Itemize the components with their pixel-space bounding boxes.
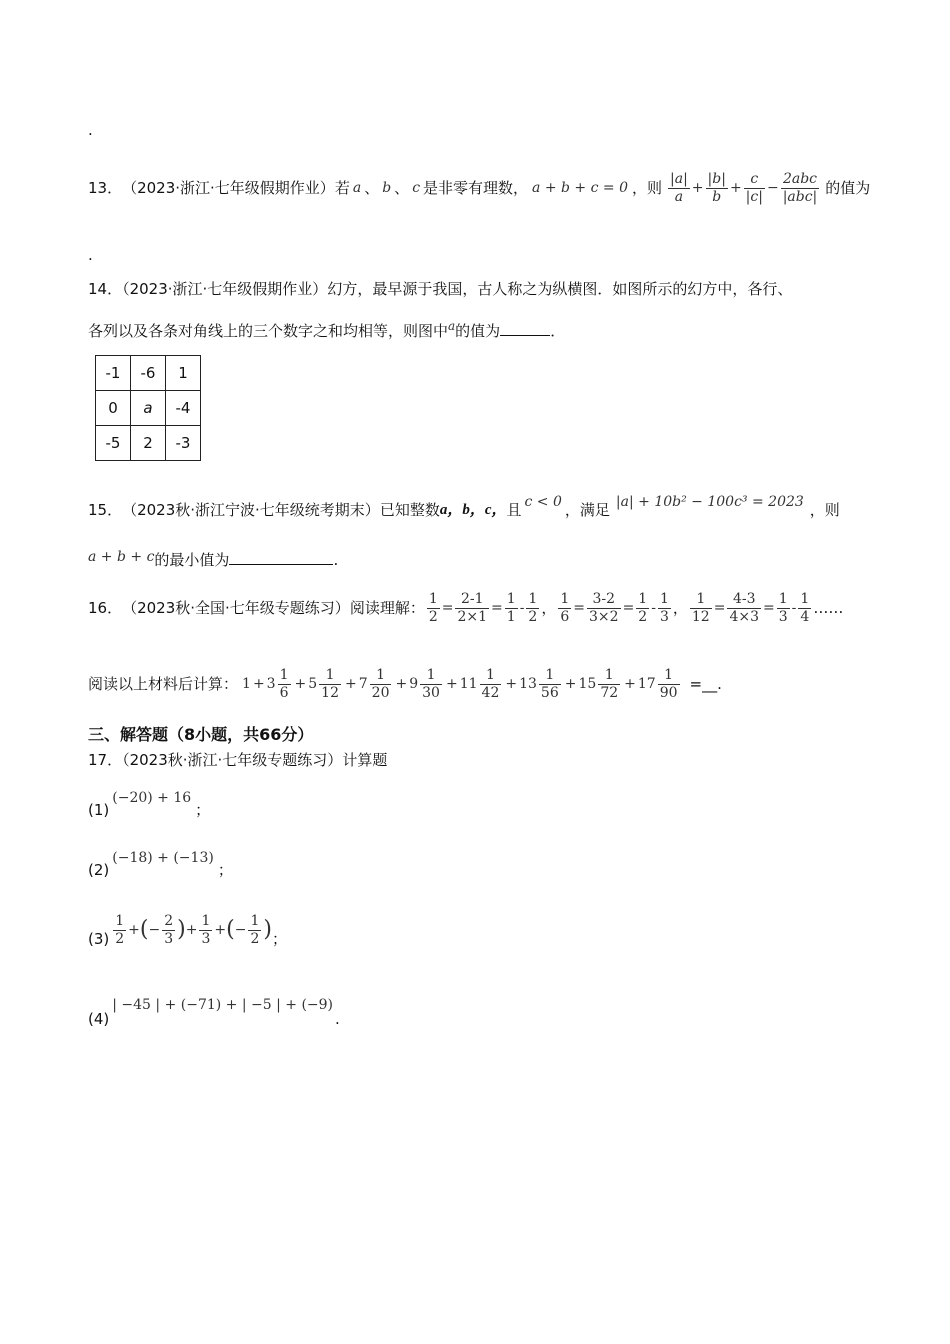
example-2: $\frac{1}{6}$ = $\frac{3-2}{3\times 2}$ = $\frac{1}{2}$ - $\frac{1}{3}$: [560, 590, 669, 625]
item-end: ；: [195, 801, 211, 819]
left-paren-icon: (: [139, 917, 149, 942]
fraction: [319, 667, 341, 702]
question-16-line-2: [88, 660, 722, 708]
whole-part: 13: [519, 676, 537, 692]
numerator: 1: [115, 912, 125, 929]
mixed-number: [308, 667, 343, 702]
denominator: 1: [506, 608, 516, 625]
plus-sign: +: [214, 922, 227, 938]
q15-text: 且: [506, 501, 522, 519]
expression: a + b + c: [88, 549, 155, 565]
denominator: 6: [560, 608, 570, 625]
q13-text: 的值为: [825, 179, 871, 197]
mixed-number: [578, 667, 622, 702]
numerator: 1: [279, 666, 289, 683]
answer-blank[interactable]: [500, 321, 550, 336]
mixed-number: [267, 667, 293, 702]
numerator: 1: [420, 667, 442, 685]
q16-text: 阅读理解：: [349, 599, 425, 617]
condition-expression: a + b + c = 0: [532, 180, 628, 196]
minus-sign: −: [766, 180, 779, 196]
denominator: b: [712, 188, 722, 205]
fraction: [278, 667, 291, 702]
example-1: $\frac{1}{2}$ = $\frac{2-1}{2\times 1}$ = $\frac{1}{1}$ - $\frac{1}{2}$: [428, 590, 538, 625]
var-b: b: [382, 180, 392, 196]
denominator: 2: [638, 608, 648, 625]
question-14-line-2: [88, 316, 565, 341]
denominator: 56: [540, 684, 559, 701]
plus-sign: +: [128, 922, 140, 938]
sum-terms: [251, 667, 682, 702]
fraction: [480, 667, 502, 702]
plus-sign: +: [252, 676, 265, 692]
comma: ，: [541, 599, 557, 617]
q17-item-1: [88, 788, 210, 820]
denominator: 4: [800, 608, 810, 625]
question-number: 13．: [88, 179, 123, 197]
denominator: 3: [778, 608, 788, 625]
denominator: 12: [321, 684, 339, 701]
numerator: 1: [370, 667, 392, 685]
question-14-line-1: [88, 279, 792, 299]
q14-text: 各列以及各条对角线上的三个数字之和均相等，则图中: [88, 322, 449, 340]
q13-text: 若: [334, 179, 350, 197]
item-end: ；: [217, 861, 233, 879]
question-source: （2023秋·全国·七年级专题练习）: [122, 599, 350, 617]
numerator: 4-3: [727, 591, 761, 609]
magic-square-cell: 2: [131, 426, 166, 461]
fraction-expression: [666, 171, 821, 206]
denominator: 2: [115, 930, 125, 947]
q15-text: 已知整数: [379, 501, 440, 519]
sum-expression: [242, 667, 682, 702]
question-source: （2023·浙江·七年级假期作业）: [122, 280, 328, 298]
magic-square-cell: a: [131, 391, 166, 426]
question-number: 16．: [88, 599, 123, 617]
mixed-number: [519, 667, 563, 702]
minus-sign: −: [234, 922, 247, 938]
denominator: 2: [528, 608, 538, 625]
question-17: [88, 750, 387, 770]
numerator: 3-2: [587, 591, 621, 609]
fraction: [539, 667, 561, 702]
mixed-number: [638, 667, 682, 702]
numerator: 1: [690, 591, 712, 609]
whole-part: 9: [409, 676, 419, 692]
right-paren-icon: ): [263, 917, 272, 942]
q15-end: .: [333, 551, 339, 569]
numerator: |b|: [707, 170, 726, 187]
q17-title: 计算题: [342, 751, 388, 769]
denominator: 72: [600, 684, 619, 701]
ellipsis: ……: [813, 599, 844, 617]
numerator: 1: [250, 912, 260, 929]
magic-square: [95, 355, 201, 461]
denominator: a: [674, 188, 684, 205]
magic-square-cell: -6: [131, 356, 166, 391]
numerator: 1: [560, 590, 570, 607]
q17-item-4: [88, 995, 340, 1029]
var-c: c: [412, 180, 421, 196]
condition-expression: c < 0: [524, 494, 562, 510]
numerator: 1: [800, 590, 810, 607]
magic-square-cell: -1: [96, 356, 131, 391]
q15-text: ，则: [809, 501, 840, 519]
fraction: [370, 667, 392, 702]
denominator: |c|: [745, 188, 763, 205]
mixed-number: [409, 667, 444, 702]
right-paren-icon: ): [177, 917, 186, 942]
numerator: 1: [480, 667, 502, 685]
whole-part: 3: [266, 676, 276, 692]
answer-dot: .: [88, 246, 93, 264]
example-3: $\frac{1}{12}$ = $\frac{4-3}{4\times 3}$ = $\frac{1}{3}$ - $\frac{1}{4}$: [691, 590, 810, 625]
denominator: 2×1: [457, 608, 488, 625]
numerator: 2abc: [781, 171, 820, 189]
item-end: .: [335, 1010, 340, 1028]
numerator: 1: [778, 590, 788, 607]
plus-sign: +: [345, 676, 357, 692]
fraction: [598, 667, 620, 702]
plus-sign: +: [395, 676, 408, 692]
section-heading: 三、解答题（8小题，共66分）: [88, 725, 314, 744]
numerator: 1: [658, 667, 680, 685]
q14-text: 幻方，最早源于我国，古人称之为纵横图．如图所示的幻方中，各行、: [327, 280, 793, 298]
magic-square-cell: 0: [96, 391, 131, 426]
numerator: c: [744, 171, 765, 189]
q15-vars: a，b，c，: [439, 502, 507, 518]
question-number: 17．: [88, 751, 123, 769]
question-source: （2023·浙江·七年级假期作业）: [122, 179, 335, 197]
sum-start: 1: [242, 676, 251, 692]
plus-sign: +: [691, 180, 704, 196]
fraction: [658, 667, 680, 702]
numerator: 1: [319, 667, 341, 685]
denominator: 3: [164, 930, 174, 947]
numerator: |a|: [670, 170, 688, 187]
numerator: 2-1: [455, 591, 489, 609]
whole-part: 17: [637, 676, 656, 692]
numerator: 1: [201, 912, 211, 929]
answer-blank[interactable]: [229, 550, 333, 565]
item-label: (3): [88, 930, 110, 948]
plus-sign: +: [624, 676, 636, 692]
var-a: a: [448, 319, 456, 333]
comma: ，: [672, 599, 688, 617]
plus-sign: +: [729, 180, 742, 196]
q13-sep: 、: [364, 179, 380, 197]
q14-end: ．: [550, 322, 566, 340]
item-expression: [111, 913, 272, 948]
question-number: 15．: [88, 501, 123, 519]
whole-part: 11: [459, 676, 478, 692]
whole-part: 15: [578, 676, 597, 692]
question-15-line-1: [88, 495, 840, 525]
denominator: 30: [422, 684, 440, 701]
item-expression: | −45 | + (−71) + | −5 | + (−9): [112, 997, 334, 1013]
q15-text: ，满足: [564, 501, 610, 519]
denominator: 12: [691, 608, 710, 625]
item-expression: (−18) + (−13): [112, 850, 214, 866]
denominator: 3: [201, 930, 211, 947]
fraction: [420, 667, 442, 702]
plus-sign: +: [445, 676, 458, 692]
question-source: （2023秋·浙江·七年级专题练习）: [122, 751, 343, 769]
numerator: 1: [659, 590, 669, 607]
denominator: 20: [371, 684, 390, 701]
magic-square-cell: -3: [166, 426, 201, 461]
left-paren-icon: (: [226, 917, 235, 942]
q16-tail: =__.: [689, 675, 722, 693]
question-number: 14．: [88, 280, 123, 298]
question-source: （2023秋·浙江宁波·七年级统考期末）: [122, 501, 380, 519]
numerator: 2: [164, 912, 174, 929]
question-13: [88, 168, 870, 208]
continuation-dot: .: [88, 121, 93, 139]
item-expression: (−20) + 16: [112, 790, 192, 806]
denominator: |abc|: [782, 188, 818, 205]
item-label: (4): [88, 1010, 110, 1028]
numerator: 1: [428, 590, 438, 607]
magic-square-cell: -5: [96, 426, 131, 461]
plus-sign: +: [294, 676, 307, 692]
numerator: 1: [528, 590, 538, 607]
equation: |a| + 10b² − 100c³ = 2023: [615, 494, 804, 510]
question-16-line-1: [88, 584, 843, 632]
item-label: (2): [88, 861, 110, 879]
q15-text: 的最小值为: [154, 551, 230, 569]
denominator: 4×3: [729, 608, 759, 625]
denominator: 42: [481, 684, 500, 701]
denominator: 2: [428, 608, 438, 625]
denominator: 3: [659, 608, 669, 625]
numerator: 1: [506, 590, 516, 607]
q17-item-2: [88, 848, 233, 880]
q13-text: 是非零有理数，: [423, 179, 529, 197]
denominator: 90: [659, 684, 678, 701]
magic-square-cell: -4: [166, 391, 201, 426]
minus-sign: −: [148, 922, 161, 938]
var-a: a: [352, 180, 362, 196]
q13-text: ，则: [632, 179, 663, 197]
mixed-number: [460, 667, 504, 702]
mixed-number: [359, 667, 394, 702]
plus-sign: +: [505, 676, 518, 692]
q16-text: 阅读以上材料后计算：: [88, 675, 239, 693]
denominator: 6: [279, 684, 289, 701]
numerator: 1: [539, 667, 561, 685]
q14-text: 的值为: [455, 322, 501, 340]
whole-part: 7: [358, 676, 368, 692]
item-end: ；: [271, 930, 287, 948]
denominator: 3×2: [589, 608, 619, 625]
denominator: 2: [250, 930, 260, 947]
whole-part: 5: [308, 676, 318, 692]
plus-sign: +: [185, 922, 198, 938]
magic-square-cell: 1: [166, 356, 201, 391]
numerator: 1: [598, 667, 620, 685]
q13-sep: 、: [394, 179, 410, 197]
item-label: (1): [88, 801, 110, 819]
plus-sign: +: [564, 676, 577, 692]
numerator: 1: [638, 590, 648, 607]
question-15-line-2: [88, 550, 338, 571]
q17-item-3: [88, 905, 287, 955]
